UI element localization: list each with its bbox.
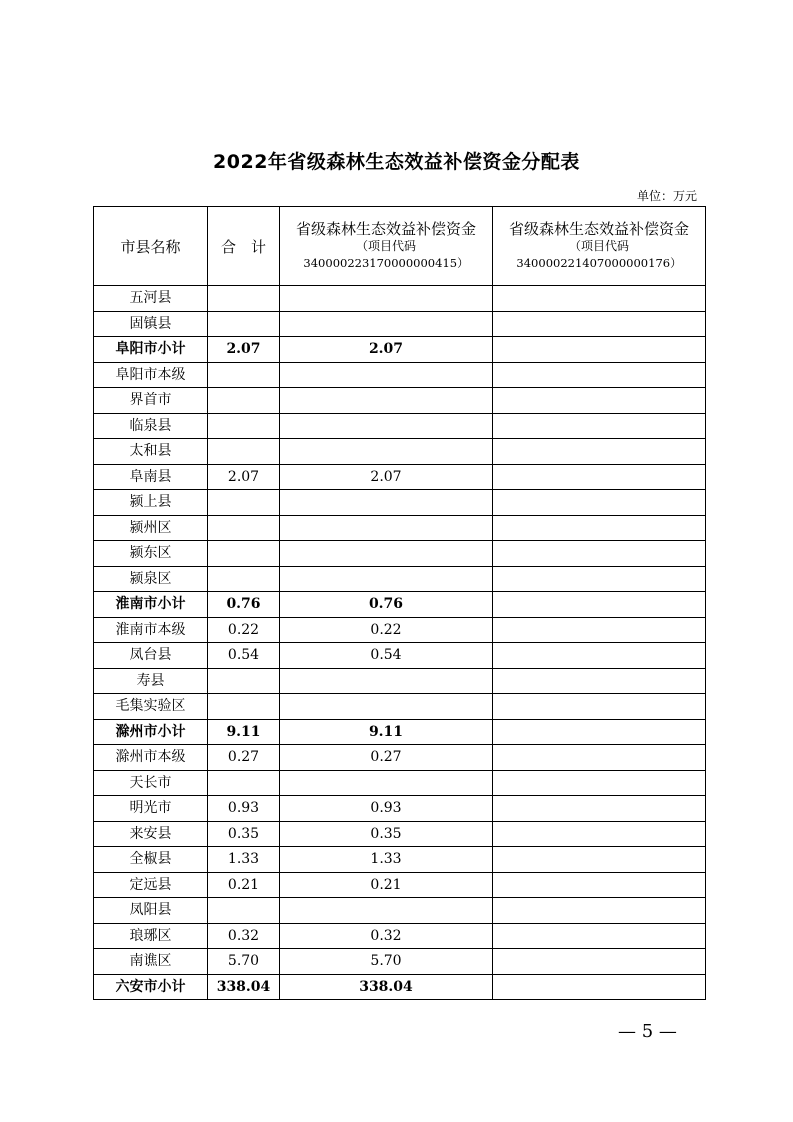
fund-1-cell [280,668,493,694]
table-row [94,770,706,796]
total-cell [208,286,280,312]
fund-2-cell [493,974,706,1000]
fund-2-cell [493,745,706,771]
header-fund-1-code: 340000223170000000415） [303,256,469,270]
fund-1-cell: 2.07 [280,464,493,490]
unit-label: 单位：万元 [636,189,697,203]
table-row [94,362,706,388]
table-row [94,439,706,465]
fund-2-cell [493,490,706,516]
region-name-cell: 界首市 [94,388,208,414]
fund-2-cell [493,362,706,388]
region-name-cell: 颍东区 [94,541,208,567]
fund-1-cell [280,566,493,592]
table-row [94,388,706,414]
total-cell [208,515,280,541]
fund-1-cell: 9.11 [280,719,493,745]
total-cell: 0.27 [208,745,280,771]
total-cell [208,770,280,796]
fund-1-cell: 0.21 [280,872,493,898]
table-row [94,668,706,694]
total-cell [208,694,280,720]
total-cell [208,490,280,516]
page-title: 2022年省级森林生态效益补偿资金分配表 [213,151,580,173]
region-name-cell: 全椒县 [94,847,208,873]
fund-2-cell [493,388,706,414]
table-row [94,949,706,975]
fund-2-cell [493,770,706,796]
fund-2-cell [493,668,706,694]
fund-1-cell: 2.07 [280,337,493,363]
fund-1-cell [280,490,493,516]
allocation-table [93,206,706,1000]
total-cell [208,388,280,414]
table-row [94,413,706,439]
table-row [94,490,706,516]
table-row [94,821,706,847]
total-cell [208,566,280,592]
region-name-cell: 淮南市本级 [94,617,208,643]
total-cell [208,311,280,337]
header-fund-1-sub: （项目代码 [355,239,416,253]
region-name-cell: 六安市小计 [94,974,208,1000]
table-row [94,515,706,541]
header-fund-2-code: 340000221407000000176） [516,256,682,270]
region-name-cell: 颍上县 [94,490,208,516]
fund-1-cell [280,694,493,720]
region-name-cell: 淮南市小计 [94,592,208,618]
fund-1-cell [280,898,493,924]
table-row [94,286,706,312]
fund-2-cell [493,592,706,618]
fund-2-cell [493,286,706,312]
total-cell: 0.93 [208,796,280,822]
header-fund-2 [493,207,706,286]
page-number: — 5 — [618,1021,677,1042]
fund-2-cell [493,923,706,949]
fund-1-cell [280,362,493,388]
fund-2-cell [493,617,706,643]
total-cell: 0.32 [208,923,280,949]
fund-2-cell [493,566,706,592]
fund-2-cell [493,311,706,337]
region-name-cell: 滁州市本级 [94,745,208,771]
fund-2-cell [493,872,706,898]
fund-2-cell [493,439,706,465]
region-name-cell: 阜阳市本级 [94,362,208,388]
fund-1-cell: 338.04 [280,974,493,1000]
fund-1-cell: 0.32 [280,923,493,949]
header-fund-2-sub: （项目代码 [568,239,629,253]
table-header-row [94,207,706,286]
region-name-cell: 凤台县 [94,643,208,669]
total-cell: 0.35 [208,821,280,847]
region-name-cell: 阜南县 [94,464,208,490]
fund-1-cell [280,413,493,439]
fund-2-cell [493,643,706,669]
table-row [94,847,706,873]
table-row [94,719,706,745]
fund-2-cell [493,337,706,363]
fund-2-cell [493,694,706,720]
table-body [94,286,706,1000]
fund-1-cell: 5.70 [280,949,493,975]
total-cell [208,362,280,388]
total-cell: 0.76 [208,592,280,618]
fund-1-cell: 1.33 [280,847,493,873]
fund-1-cell [280,388,493,414]
fund-2-cell [493,821,706,847]
fund-1-cell: 0.93 [280,796,493,822]
fund-2-cell [493,719,706,745]
table-row [94,872,706,898]
fund-1-cell: 0.76 [280,592,493,618]
fund-2-cell [493,413,706,439]
total-cell [208,541,280,567]
region-name-cell: 临泉县 [94,413,208,439]
fund-1-cell [280,311,493,337]
fund-1-cell [280,439,493,465]
total-cell [208,668,280,694]
total-cell [208,439,280,465]
fund-2-cell [493,796,706,822]
table-row [94,464,706,490]
fund-1-cell [280,515,493,541]
total-cell [208,898,280,924]
total-cell: 0.21 [208,872,280,898]
total-cell: 5.70 [208,949,280,975]
fund-2-cell [493,541,706,567]
fund-2-cell [493,464,706,490]
table-row [94,566,706,592]
total-cell: 338.04 [208,974,280,1000]
table-row [94,745,706,771]
fund-1-cell [280,541,493,567]
header-fund-1 [280,207,493,286]
table-row [94,617,706,643]
fund-1-cell: 0.22 [280,617,493,643]
table-row [94,311,706,337]
region-name-cell: 定远县 [94,872,208,898]
region-name-cell: 寿县 [94,668,208,694]
region-name-cell: 颍州区 [94,515,208,541]
total-cell: 2.07 [208,464,280,490]
table-row [94,796,706,822]
region-name-cell: 凤阳县 [94,898,208,924]
total-cell: 0.54 [208,643,280,669]
table-row [94,541,706,567]
fund-2-cell [493,949,706,975]
table-row [94,694,706,720]
region-name-cell: 琅琊区 [94,923,208,949]
total-cell: 9.11 [208,719,280,745]
table-row [94,898,706,924]
total-cell: 1.33 [208,847,280,873]
total-cell [208,413,280,439]
fund-2-cell [493,898,706,924]
fund-1-cell: 0.54 [280,643,493,669]
fund-2-cell [493,515,706,541]
fund-1-cell [280,770,493,796]
header-fund-1-title: 省级森林生态效益补偿资金 [295,220,476,238]
region-name-cell: 固镇县 [94,311,208,337]
table-row [94,592,706,618]
region-name-cell: 五河县 [94,286,208,312]
header-region-name: 市县名称 [94,207,208,286]
region-name-cell: 天长市 [94,770,208,796]
total-cell: 0.22 [208,617,280,643]
fund-2-cell [493,847,706,873]
region-name-cell: 南谯区 [94,949,208,975]
table-row [94,923,706,949]
table-row [94,337,706,363]
region-name-cell: 阜阳市小计 [94,337,208,363]
region-name-cell: 来安县 [94,821,208,847]
header-fund-2-title: 省级森林生态效益补偿资金 [508,220,689,238]
region-name-cell: 毛集实验区 [94,694,208,720]
table-row [94,974,706,1000]
fund-1-cell: 0.27 [280,745,493,771]
table-row [94,643,706,669]
header-total: 合 计 [208,207,280,286]
region-name-cell: 太和县 [94,439,208,465]
fund-1-cell [280,286,493,312]
fund-1-cell: 0.35 [280,821,493,847]
region-name-cell: 明光市 [94,796,208,822]
total-cell: 2.07 [208,337,280,363]
region-name-cell: 颍泉区 [94,566,208,592]
region-name-cell: 滁州市小计 [94,719,208,745]
